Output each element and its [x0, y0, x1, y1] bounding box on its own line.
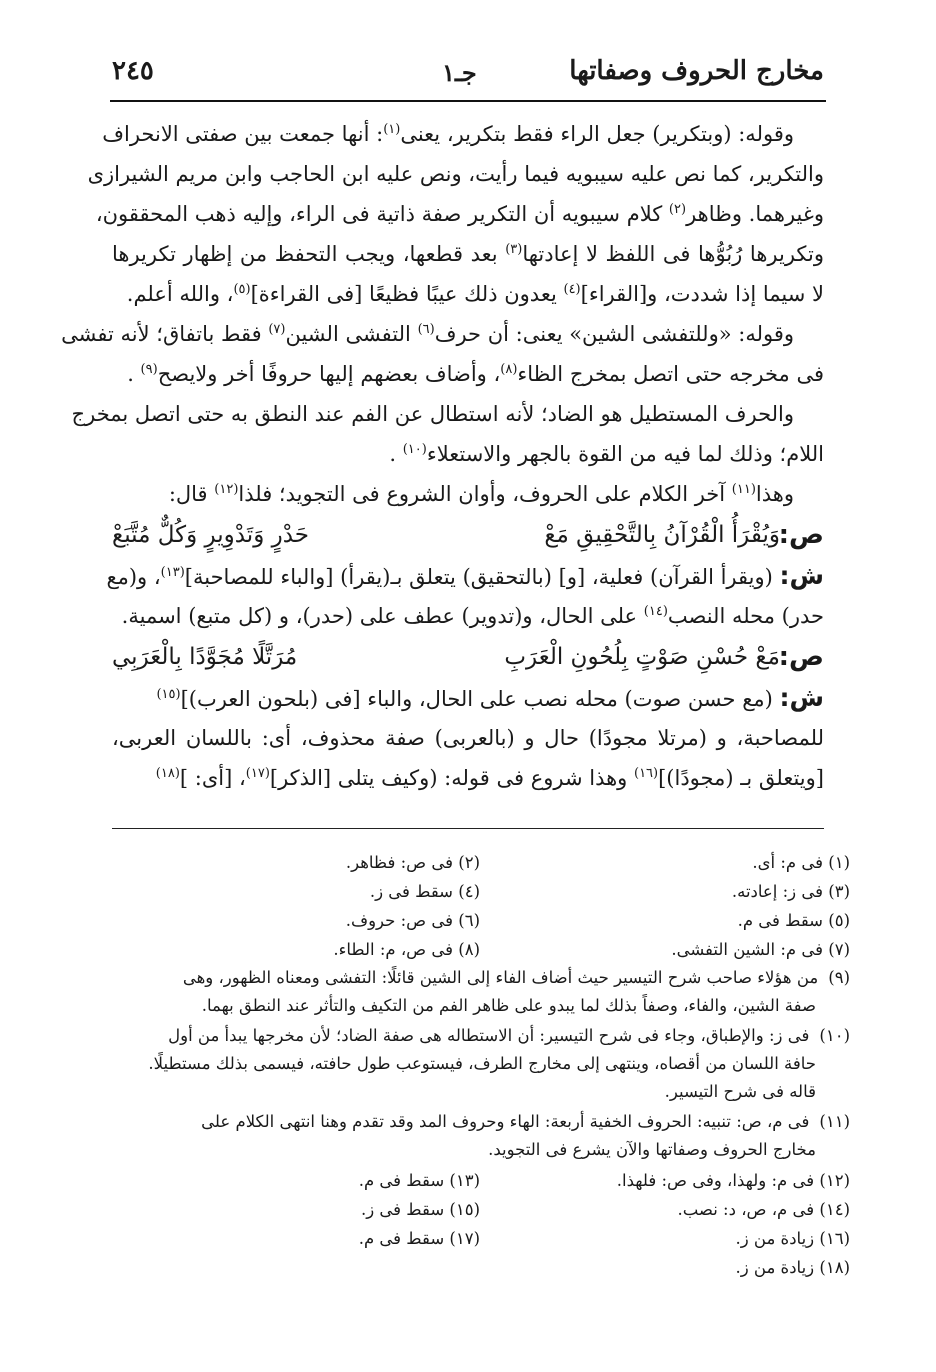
poem-verse	[112, 514, 824, 556]
footnote-text: مخارج الحروف وصفاتها والآن يشرع فى التجويد.	[488, 1140, 816, 1159]
text-line	[112, 678, 824, 718]
text-run: فى مخرجه حتى اتصل بمخرج الظاء	[517, 362, 824, 386]
text-run: والتكرير، كما نص عليه سيبويه فيما رأيت، ونص عليه ابن الحاجب وابن مريم الشيرازى	[87, 162, 824, 186]
text-line	[112, 434, 824, 474]
footnote-ref: (١٢)	[214, 482, 239, 497]
footnote: (١٤) فى م، ص، د: نصب.	[677, 1200, 850, 1219]
text-run: اللام؛ وذلك لما فيه من القوة بالجهر والاستعلاء	[426, 442, 824, 466]
footnote-text: قاله فى شرح التيسير.	[664, 1082, 816, 1101]
text-line	[112, 474, 824, 514]
verse-hemistich-first: مَعْ حُسْنِ صَوْتٍ بِلُحُونِ الْعَرَبِ	[504, 644, 780, 670]
main-text	[61, 114, 824, 798]
footnote: (٧) فى م: الشين التفشى.	[671, 940, 850, 959]
text-run: .	[389, 442, 403, 466]
text-run: ، [أى: ]	[179, 766, 246, 790]
verse-marker: ص:	[778, 520, 824, 550]
text-line	[106, 556, 824, 596]
footnote-row	[112, 935, 850, 964]
text-line	[95, 194, 824, 234]
footnote: (١٥) سقط فى ز.	[360, 1200, 480, 1219]
text-run: وقوله: (وبتكرير) جعل الراء فقط بتكرير، يعنى	[400, 122, 794, 146]
footnote-text: من هؤلاء صاحب شرح التيسير حيث أضاف الفاء إلى الشين قائلًا: التفشى ومعناه الظهور، وهى	[182, 968, 819, 987]
footnote-ref: (١٤)	[643, 604, 668, 619]
footnote-ref: (١٣)	[160, 565, 185, 580]
text-run: التفشى الشين	[285, 322, 418, 346]
text-run: وغيرهما. وظاهر	[686, 202, 824, 226]
footnote-ref: (٩)	[140, 362, 158, 377]
text-run: وهذا	[755, 482, 794, 506]
verse-hemistich-first: وَيُقْرَأُ الْقُرْآنُ بِالتَّحْقِيقِ مَعْ	[544, 522, 780, 548]
text-line	[112, 234, 824, 274]
text-run: (ويقرأ القرآن) فعلية، [و] (بالتحقيق) يتعلق بـ(يقرأ) [والباء للمصاحبة]	[184, 565, 780, 589]
text-line	[87, 154, 824, 194]
header-rule	[110, 100, 826, 102]
text-run: (مع حسن صوت) محله نصب على الحال، والباء [فى (بلحون العرب)]	[180, 687, 780, 711]
text-run: للمصاحبة، و (مرتلا مجودًا) حال و (بالعربى) صفة محذوف، أى: باللسان العربى،	[112, 726, 824, 750]
running-header	[112, 56, 824, 96]
footnote	[112, 964, 850, 1020]
footnote-ref: (١٥)	[156, 687, 181, 702]
text-run: وتكريرها رُبُوُّها فى اللفظ لا إعادتها	[522, 242, 824, 266]
footnote-text: فى ز: والإطباق، وجاء فى شرح التيسير: أن الاستطاله هى صفة الضاد؛ لأن مخرجها يبدأ من أول	[168, 1026, 810, 1045]
footnote-ref: (١٨)	[155, 766, 180, 781]
volume-label: جـ١	[442, 58, 477, 87]
commentary-marker: ش:	[779, 561, 824, 590]
text-line	[112, 758, 824, 798]
text-run: وهذا شروع فى قوله: (وكيف يتلى [الذكر]	[269, 766, 634, 790]
footnote-row	[112, 1166, 850, 1195]
footnote: (١٣) سقط فى م.	[358, 1171, 480, 1190]
footnote-text: حافة اللسان من أقصاه، وينتهى إلى مخارج الطرف، فيستوعب طول حافته، فيسمى بذلك مستطيلًا.	[148, 1054, 816, 1073]
footnote: (١٧) سقط فى م.	[358, 1229, 480, 1248]
footnote	[112, 1108, 850, 1164]
text-run: : أنها جمعت بين صفتى الانحراف	[102, 122, 384, 146]
text-run: ، وأضاف بعضهم إليها حروفًا أخر ولايصح	[157, 362, 501, 386]
text-run: بعد قطعها، ويجب التحفظ من إظهار تكريرها	[112, 242, 506, 266]
footnote-ref: (١١)	[731, 482, 756, 497]
footnote-ref: (٦)	[417, 322, 435, 337]
text-run: ، و(مع	[106, 565, 161, 589]
text-run: على الحال، و(تدوير) عطف على (حدر)، و (كل متبع) اسمية.	[121, 604, 644, 628]
text-run: ، والله أعلم.	[126, 282, 234, 306]
text-run: وقوله: «وللتفشى الشين» يعنى: أن حرف	[434, 322, 794, 346]
footnote: (٥) سقط فى م.	[737, 911, 850, 930]
footnote: (١) فى م: أى.	[752, 853, 850, 872]
commentary-marker: ش:	[779, 683, 824, 712]
text-line	[71, 394, 824, 434]
footnote-ref: (٤)	[563, 282, 581, 297]
footnote-separator	[112, 828, 824, 829]
page-number: ٢٤٥	[112, 56, 154, 86]
footnote-row	[112, 1253, 850, 1282]
footnote: (٣) فى ز: إعادته.	[731, 882, 850, 901]
text-line	[112, 274, 824, 314]
footnote: (٦) فى ص: حروف.	[345, 911, 480, 930]
text-run: قال:	[168, 482, 215, 506]
footnote-row	[112, 906, 850, 935]
text-run: يعدون ذلك عيبًا فظيعًا [فى القراءة]	[250, 282, 564, 306]
footnote-number: (١٠)	[819, 1026, 850, 1045]
footnote-number: (١١)	[819, 1112, 850, 1131]
footnote-row	[112, 848, 850, 877]
text-line	[61, 314, 824, 354]
footnote-number: (٩)	[828, 968, 850, 987]
text-run: فقط باتفاق؛ لأنه تفشى	[61, 322, 269, 346]
verse-marker: ص:	[778, 642, 824, 672]
text-run: [ويتعلق بـ (مجودًا)]	[658, 766, 824, 790]
footnote-row	[112, 1224, 850, 1253]
text-line	[112, 596, 824, 636]
footnote-ref: (١)	[383, 122, 401, 137]
footnote: (١٦) زيادة من ز.	[735, 1229, 850, 1248]
text-run: لا سيما إذا شددت، و[القراء]	[580, 282, 824, 306]
footnote-ref: (١٦)	[633, 766, 659, 781]
verse-hemistich-second: حَدْرٍ وَتَدْوِيرٍ وَكُلٌّ مُتَّبَعْ	[112, 522, 310, 548]
footnote: (١٨) زيادة من ز.	[735, 1258, 850, 1277]
verse-hemistich-second: مُرَتَّلًا مُجَوَّدًا بِالْعَرَبِي	[112, 644, 298, 670]
footnote-ref: (٥)	[233, 282, 251, 297]
footnote-ref: (٢)	[668, 202, 687, 217]
footnote: (٤) سقط فى ز.	[369, 882, 480, 901]
text-line	[112, 354, 824, 394]
poem-verse	[112, 636, 824, 678]
footnote: (١٢) فى م: ولهذا، وفى ص: فلهذا.	[616, 1171, 850, 1190]
footnote-row	[112, 877, 850, 906]
footnote	[112, 1022, 850, 1106]
footnote: (٢) فى ص: فظاهر.	[345, 853, 480, 872]
footnote-text: فى م، ص: تنبيه: الحروف الخفية أربعة: الهاء وحروف المد وقد تقدم وهنا انتهى الكلام على	[201, 1112, 810, 1131]
header-title: مخارج الحروف وصفاتها	[569, 56, 824, 86]
footnote-ref: (١٧)	[245, 766, 270, 781]
footnote-row	[112, 1195, 850, 1224]
text-line	[112, 718, 824, 758]
footnote-ref: (٣)	[505, 242, 523, 257]
footnote: (٨) فى ص، م: الطاء.	[333, 940, 480, 959]
text-run: .	[127, 362, 141, 386]
text-run: والحرف المستطيل هو الضاد؛ لأنه استطال عن الفم عند النطق به حتى اتصل بمخرج	[71, 402, 794, 426]
footnote-ref: (١٠)	[402, 442, 427, 457]
text-line	[102, 114, 824, 154]
footnotes	[112, 848, 850, 1282]
footnote-ref: (٧)	[268, 322, 286, 337]
text-run: آخر الكلام على الحروف، وأوان الشروع فى التجويد؛ فلذا	[238, 482, 732, 506]
footnote-ref: (٨)	[500, 362, 518, 377]
text-run: كلام سيبويه أن التكرير صفة ذاتية فى الراء، وإليه ذهب المحققون،	[95, 202, 669, 226]
footnote-text: صفة الشين، والفاء، وصفاً بذلك لما يبدو على ظاهر الفم من التكيف والتأثر عند النطق بهما.	[201, 996, 816, 1015]
text-run: حدر) محله النصب	[667, 604, 824, 628]
